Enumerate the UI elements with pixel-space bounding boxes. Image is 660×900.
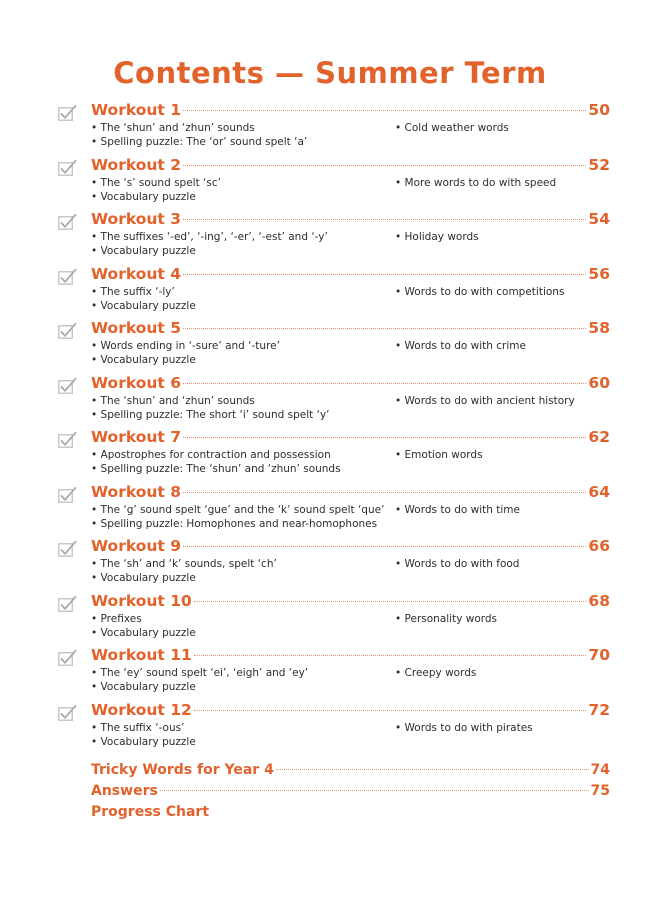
workout-heading-row (91, 374, 610, 396)
workout-heading-row (91, 537, 610, 559)
page-number: 64 (588, 482, 610, 501)
page-number: 52 (588, 155, 610, 174)
workout-entry[interactable] (58, 210, 610, 265)
workout-heading-row (91, 701, 610, 723)
checkbox-tick-icon[interactable] (58, 214, 77, 230)
workout-heading-row (91, 646, 610, 668)
checkbox-tick-icon[interactable] (58, 269, 77, 285)
page-number: 72 (588, 700, 610, 719)
topic-item: • Words to do with time (395, 503, 520, 516)
topic-item: • Vocabulary puzzle (91, 626, 196, 639)
topic-item: • Personality words (395, 612, 498, 625)
contents-list (58, 101, 610, 755)
checkbox-tick-icon[interactable] (58, 378, 77, 394)
workout-entry[interactable] (58, 265, 610, 320)
extra-entry[interactable] (91, 783, 610, 804)
page-number: 66 (588, 537, 610, 555)
topic-item: • Vocabulary puzzle (91, 245, 196, 257)
checkbox-tick-icon[interactable] (58, 432, 77, 448)
checkbox-tick-icon[interactable] (58, 323, 77, 339)
topic-item: • The ‘s’ sound spelt ‘sc’ (91, 176, 221, 189)
topic-item: • Holiday words (395, 231, 479, 243)
workout-entry[interactable] (58, 319, 610, 374)
workout-title[interactable]: Workout 7 (91, 428, 182, 446)
workout-title[interactable]: Workout 4 (91, 264, 182, 283)
workout-title[interactable]: Workout 10 (91, 591, 192, 610)
workout-entry[interactable] (58, 646, 610, 701)
topic-item: • The ‘sh’ and ‘k’ sounds, spelt ‘ch’ (91, 558, 277, 570)
topic-item: • The ‘ey’ sound spelt ‘ei’, ‘eigh’ and ‘ey’ (91, 667, 309, 679)
topic-item: • Vocabulary puzzle (91, 681, 196, 693)
topic-item: • Emotion words (395, 449, 483, 461)
topic-item: • Spelling puzzle: The ‘shun’ and ‘zhun’ sounds (91, 463, 341, 475)
dot-leader (194, 601, 587, 602)
extra-entry[interactable] (91, 804, 610, 825)
workout-title[interactable]: Workout 9 (91, 537, 182, 555)
dot-leader (194, 710, 587, 711)
topic-item: • More words to do with speed (395, 176, 557, 189)
topic-item: • The ‘shun’ and ‘zhun’ sounds (91, 394, 255, 407)
workout-heading-row (91, 156, 610, 178)
topic-item: • Spelling puzzle: Homophones and near-homophones (91, 517, 378, 530)
dot-leader (183, 492, 586, 493)
page-number: 50 (588, 101, 610, 119)
page-number: 75 (590, 783, 610, 799)
topic-item: • Creepy words (395, 667, 477, 679)
workout-entry[interactable] (58, 483, 610, 538)
dot-leader (276, 769, 589, 770)
page-number: 62 (588, 428, 610, 446)
topic-item: • Prefixes (91, 612, 142, 625)
checkbox-tick-icon[interactable] (58, 541, 77, 557)
page-number: 74 (590, 762, 610, 778)
workout-entry[interactable] (58, 701, 610, 756)
topic-item: • Words ending in ‘-sure’ and ‘-ture’ (91, 340, 280, 352)
workout-entry[interactable] (58, 537, 610, 592)
page-number: 54 (588, 210, 610, 228)
workout-title[interactable]: Workout 12 (91, 700, 192, 719)
topic-item: • Spelling puzzle: The short ‘i’ sound spelt ‘y’ (91, 408, 330, 421)
topic-item: • Words to do with pirates (395, 721, 533, 734)
workout-heading-row (91, 428, 610, 450)
page-title: Contents — Summer Term (113, 56, 547, 90)
workout-heading-row (91, 265, 610, 287)
topic-item: • Vocabulary puzzle (91, 572, 196, 584)
topic-item: • Vocabulary puzzle (91, 190, 196, 203)
dot-leader (183, 546, 586, 547)
workout-heading-row (91, 483, 610, 505)
workout-title[interactable]: Workout 6 (91, 373, 182, 392)
workout-entry[interactable] (58, 156, 610, 211)
checkbox-tick-icon[interactable] (58, 160, 77, 176)
topic-item: • Words to do with ancient history (395, 394, 575, 407)
workout-title[interactable]: Workout 5 (91, 319, 182, 337)
dot-leader (183, 437, 586, 438)
workout-title[interactable]: Workout 2 (91, 155, 182, 174)
workout-heading-row (91, 319, 610, 341)
topic-item: • Vocabulary puzzle (91, 299, 196, 312)
dot-leader (160, 790, 589, 791)
dot-leader (183, 219, 586, 220)
topic-item: • Words to do with food (395, 558, 520, 570)
checkbox-tick-icon[interactable] (58, 596, 77, 612)
dot-leader (183, 110, 586, 111)
topic-item: • Cold weather words (395, 122, 509, 134)
checkbox-tick-icon[interactable] (58, 487, 77, 503)
page-number: 60 (588, 373, 610, 392)
workout-heading-row (91, 101, 610, 123)
extra-entry[interactable] (91, 762, 610, 783)
dot-leader (183, 274, 586, 275)
workout-entry[interactable] (58, 101, 610, 156)
workout-entry[interactable] (58, 374, 610, 429)
checkbox-tick-icon[interactable] (58, 105, 77, 121)
section-title[interactable]: Progress Chart (91, 804, 210, 820)
dot-leader (194, 655, 587, 656)
page-number: 68 (588, 591, 610, 610)
topic-item: • The suffix ‘-ous’ (91, 721, 185, 734)
topic-item: • Apostrophes for contraction and possession (91, 449, 331, 461)
topic-item: • The ‘g’ sound spelt ‘gue’ and the ‘k’ sound spelt ‘que’ (91, 503, 385, 516)
workout-title[interactable]: Workout 11 (91, 646, 192, 664)
topic-item: • Words to do with crime (395, 340, 526, 352)
page-number: 58 (588, 319, 610, 337)
topic-item: • Words to do with competitions (395, 285, 565, 298)
page-number: 70 (588, 646, 610, 664)
dot-leader (183, 328, 586, 329)
topic-item: • The ‘shun’ and ‘zhun’ sounds (91, 122, 255, 134)
section-title[interactable]: Answers (91, 783, 158, 799)
topic-item: • The suffix ‘-ly’ (91, 285, 175, 298)
workout-title[interactable]: Workout 1 (91, 101, 182, 119)
dot-leader (183, 383, 586, 384)
workout-heading-row (91, 592, 610, 614)
workout-heading-row (91, 210, 610, 232)
workout-title[interactable]: Workout 8 (91, 482, 182, 501)
dot-leader (183, 165, 586, 166)
workout-entry[interactable] (58, 592, 610, 647)
workout-entry[interactable] (58, 428, 610, 483)
topic-item: • Vocabulary puzzle (91, 354, 196, 366)
workout-title[interactable]: Workout 3 (91, 210, 182, 228)
checkbox-tick-icon[interactable] (58, 705, 77, 721)
topic-item: • Vocabulary puzzle (91, 735, 196, 748)
topic-item: • The suffixes ‘-ed’, ‘-ing’, ‘-er’, ‘-est’ and ‘-y’ (91, 231, 328, 243)
page-number: 56 (588, 264, 610, 283)
section-title[interactable]: Tricky Words for Year 4 (91, 762, 274, 778)
checkbox-tick-icon[interactable] (58, 650, 77, 666)
topic-item: • Spelling puzzle: The ‘or’ sound spelt ‘a’ (91, 136, 308, 148)
extra-sections (91, 762, 610, 825)
